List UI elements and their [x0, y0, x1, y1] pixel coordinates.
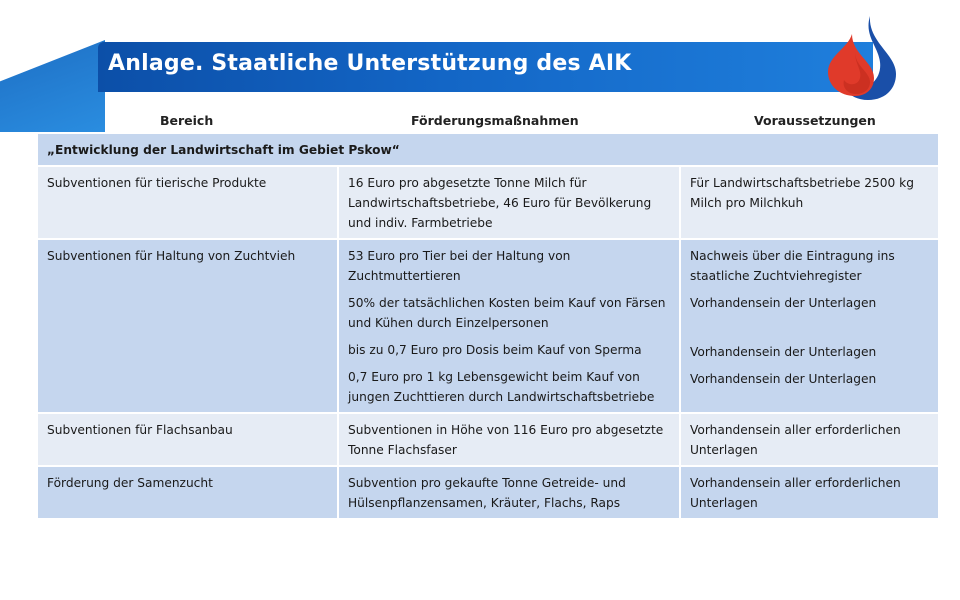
massnahme-text: bis zu 0,7 Euro pro Dosis beim Kauf von Sperma: [348, 343, 642, 357]
cell-bereich: Förderung der Samenzucht: [38, 466, 338, 519]
table-row: [38, 239, 938, 413]
section-title: „Entwicklung der Landwirtschaft im Gebiet Pskow“: [38, 134, 938, 166]
title-bar: [98, 42, 873, 92]
cell-voraussetzungen: [680, 239, 938, 413]
massnahme-text: 0,7 Euro pro 1 kg Lebensgewicht beim Kauf von jungen Zuchttieren durch Landwirtschaftsbetriebe: [348, 370, 655, 404]
voraussetzung-text: Vorhandensein der Unterlagen: [690, 345, 877, 359]
voraussetzung-text: Vorhandensein aller erforderlichen Unterlagen: [690, 423, 901, 457]
massnahme-text: 16 Euro pro abgesetzte Tonne Milch für Landwirtschaftsbetriebe, 46 Euro für Bevölkerung und indiv. Farmbetriebe: [348, 176, 652, 230]
cell-bereich: Subventionen für Flachsanbau: [38, 413, 338, 466]
cell-massnahmen: [338, 166, 680, 239]
massnahme-text: 50% der tatsächlichen Kosten beim Kauf von Färsen und Kühen durch Einzelpersonen: [348, 296, 666, 330]
page-title: Anlage. Staatliche Unterstützung des AIK: [108, 51, 632, 76]
voraussetzung-text: Vorhandensein aller erforderlichen Unterlagen: [690, 476, 901, 510]
cell-bereich: Subventionen für Haltung von Zuchtvieh: [38, 239, 338, 413]
cell-voraussetzungen: [680, 166, 938, 239]
voraussetzung-text: Nachweis über die Eintragung ins staatliche Zuchtviehregister: [690, 249, 895, 283]
cell-bereich: Subventionen für tierische Produkte: [38, 166, 338, 239]
table-row: [38, 413, 938, 466]
section-row: [38, 134, 938, 166]
massnahme-text: Subvention pro gekaufte Tonne Getreide- und Hülsenpflanzensamen, Kräuter, Flachs, Raps: [348, 476, 626, 510]
table-row: [38, 466, 938, 519]
voraussetzung-text: Für Landwirtschaftsbetriebe 2500 kg Milch pro Milchkuh: [690, 176, 914, 210]
column-headers: [38, 110, 938, 132]
voraussetzung-text: Vorhandensein der Unterlagen: [690, 372, 877, 386]
column-header-voraussetzungen: Voraussetzungen: [754, 113, 876, 128]
massnahme-text: Subventionen in Höhe von 116 Euro pro abgesetzte Tonne Flachsfaser: [348, 423, 664, 457]
column-header-massnahmen: Förderungsmaßnahmen: [411, 113, 579, 128]
spacer: [690, 320, 930, 342]
cell-voraussetzungen: [680, 466, 938, 519]
cell-massnahmen: [338, 239, 680, 413]
drop-logo-icon: [818, 12, 898, 102]
table-row: [38, 166, 938, 239]
massnahme-text: 53 Euro pro Tier bei der Haltung von Zuchtmuttertieren: [348, 249, 571, 283]
column-header-bereich: Bereich: [160, 113, 214, 128]
voraussetzung-text: Vorhandensein der Unterlagen: [690, 296, 877, 310]
cell-massnahmen: [338, 413, 680, 466]
cell-voraussetzungen: [680, 413, 938, 466]
support-table: [38, 134, 938, 520]
cell-massnahmen: [338, 466, 680, 519]
